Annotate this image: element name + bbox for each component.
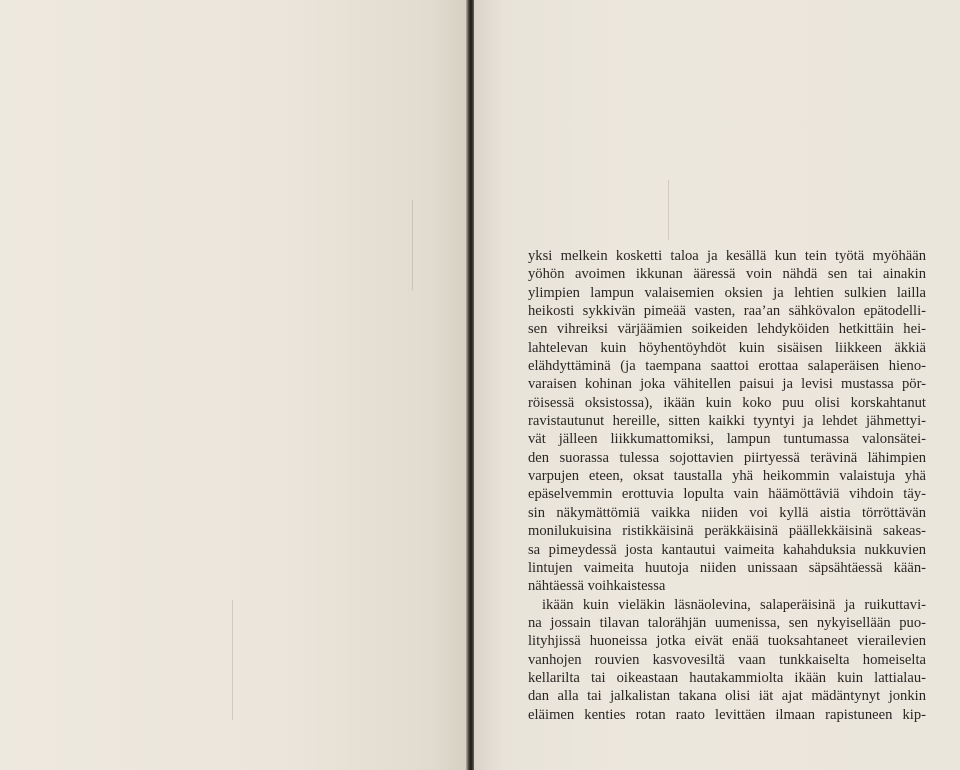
page-text xyxy=(528,247,926,724)
left-page-blank xyxy=(0,0,468,770)
text-line: heikosti sykkivän pimeää vasten, raa’an sähkövalon epätodelli- xyxy=(528,303,926,320)
text-line: vät jälleen liikkumattomiksi, lampun tuntumassa valonsätei- xyxy=(528,431,926,448)
text-line: nähtäessä voihkaistessa xyxy=(528,578,666,595)
text-line: den suorassa tulessa sojottavien piirtyessä terävinä lähimpien xyxy=(528,449,926,466)
text-line: lahtelevan kuin höyhentöyhdöt kuin sisäisen liikkeen äkkiä xyxy=(528,339,926,356)
text-line: kellarilta tai oikeastaan hautakammiolta ikään kuin lattialau- xyxy=(528,669,926,686)
paper-crease xyxy=(412,200,413,290)
text-line: lintujen vaimeita huutoja niiden unissaan säpsähtäessä kään- xyxy=(528,559,926,576)
text-line: na jossain tilavan talorähjän uumenissa, sen nykyisellään puo- xyxy=(528,614,926,631)
text-line: ikään kuin vieläkin läsnäolevina, salaperäisinä ja ruikuttavi- xyxy=(542,596,926,613)
text-line: monilukuisina ristikkäisinä peräkkäisinä päällekkäisinä sakeas- xyxy=(528,523,926,540)
text-line: yöhön avoimen ikkunan ääressä voin nähdä sen tai ainakin xyxy=(528,266,926,283)
text-line: ravistautunut hereille, sitten kaikki tyyntyi ja lehdet jähmettyi- xyxy=(528,413,926,430)
text-line: ylimpien lampun valaisemien oksien ja lehtien sulkien lailla xyxy=(528,284,926,301)
text-line: sen vihreiksi värjäämien soikeiden lehdyköiden hetkittäin hei- xyxy=(528,321,926,338)
text-line: dan alla tai jalkalistan takana olisi iät ajat mädäntynyt jonkin xyxy=(528,688,926,705)
text-line: röisessä oksistossa), ikään kuin koko puu olisi korskahtanut xyxy=(528,394,926,411)
text-line: eläimen kenties rotan raato levittäen ilmaan rapistuneen kip- xyxy=(528,706,926,723)
text-line: sa pimeydessä josta kantautui vaimeita kahahduksia nukkuvien xyxy=(528,541,926,558)
text-line: epäselvemmin erottuvia lopulta vain häämöttäviä vihdoin täy- xyxy=(528,486,926,503)
text-line: vanhojen rouvien kasvovesiltä vaan tunkkaiselta homeiselta xyxy=(528,651,926,668)
text-line: sin näkymättömiä vaikka niiden voi kyllä aistia törröttävän xyxy=(528,504,926,521)
text-line: yksi melkein kosketti taloa ja kesällä kun tein työtä myöhään xyxy=(528,248,926,264)
text-line: lityhjissä huoneissa jotka eivät enää tuoksahtaneet vierailevien xyxy=(528,633,926,650)
text-line: varaisen kohinan joka vähitellen paisui ja levisi mustassa pör- xyxy=(528,376,926,393)
text-line: elähdyttäminä (ja taempana saattoi erottaa salaperäisen hieno- xyxy=(528,358,926,375)
text-line: varpujen eteen, oksat taustalla yhä heikommin valaistuja yhä xyxy=(528,468,926,485)
paper-crease xyxy=(232,600,233,720)
paper-crease xyxy=(668,180,669,240)
